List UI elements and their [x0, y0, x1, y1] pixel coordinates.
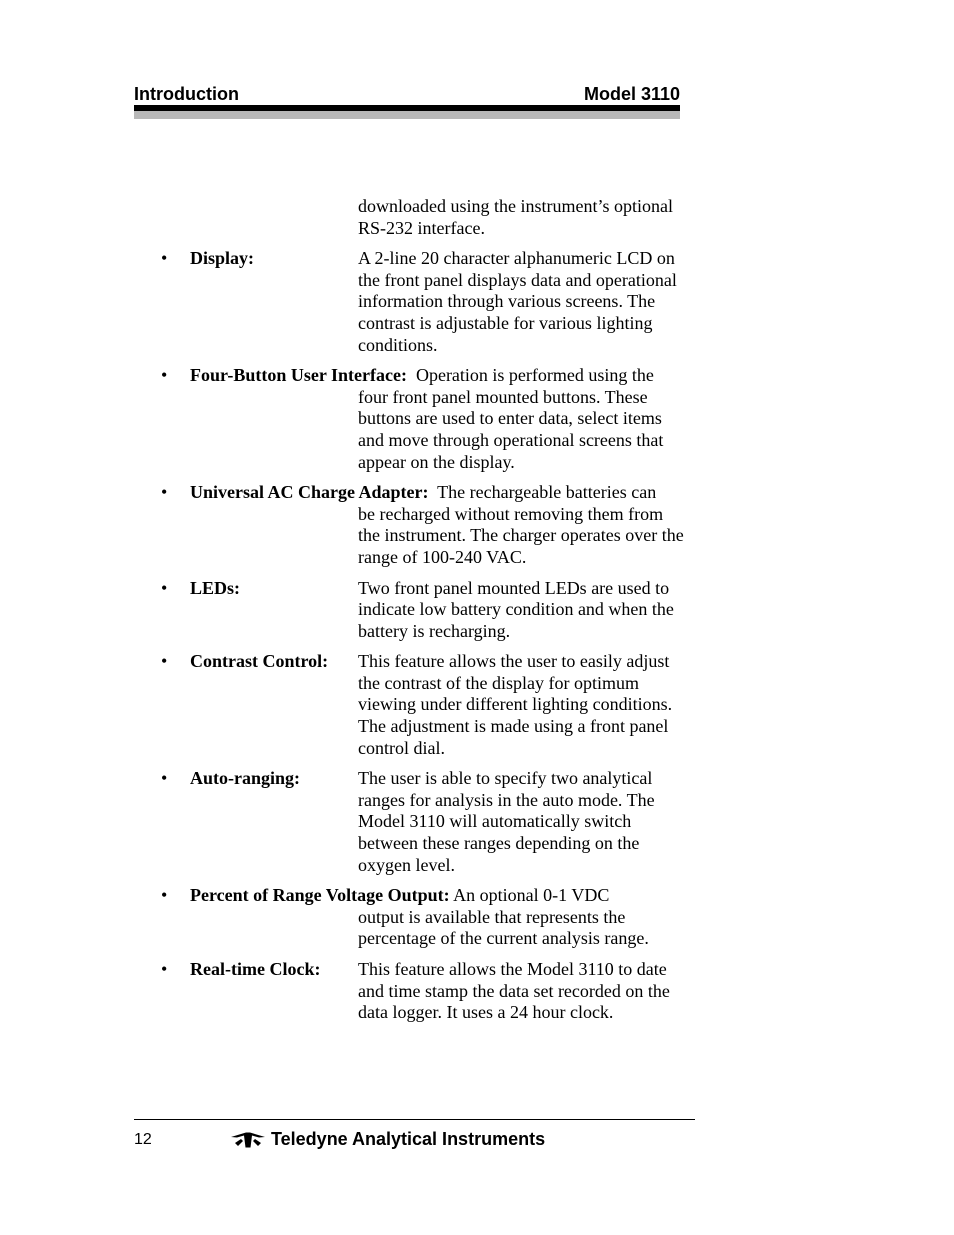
footer-rule [134, 1119, 695, 1120]
header-model: Model 3110 [583, 84, 680, 104]
continuation-paragraph: downloaded using the instrument’s optional RS-232 interface. [358, 196, 673, 238]
feature-label: LEDs: [190, 577, 241, 598]
list-item-contrast-control [0, 651, 954, 759]
feature-description: The user is able to specify two analytical ranges for analysis in the auto mode. The Model 3110 will automatically switch between these ranges depending on the oxygen level. [358, 768, 655, 875]
feature-description: A 2-line 20 character alphanumeric LCD on the front panel displays data and operational information through various screens. The contrast is adjustable for various lighting conditions. [358, 248, 677, 355]
bullet: • [161, 365, 168, 386]
feature-label: Display: [190, 248, 255, 269]
list-item-four-button-interface [0, 365, 954, 473]
footer-brand: Teledyne Analytical Instruments [271, 1129, 546, 1149]
list-item-real-time-clock [0, 959, 954, 1024]
bullet: • [161, 248, 168, 269]
list-item-ac-charge-adapter [0, 482, 954, 568]
bullet: • [161, 482, 168, 503]
feature-description: output is available that represents the percentage of the current analysis range. [358, 906, 649, 949]
feature-label: Four-Button User Interface: [190, 365, 407, 386]
feature-description-start: The rechargeable batteries can [437, 482, 657, 503]
feature-label: Auto-ranging: [190, 768, 301, 789]
page-number: 12 [134, 1131, 152, 1148]
bullet: • [161, 577, 168, 598]
header-section-title: Introduction [134, 84, 239, 104]
feature-label: Percent of Range Voltage Output: [190, 885, 450, 906]
bullet: • [161, 768, 168, 789]
teledyne-logo-icon [230, 1131, 266, 1149]
bullet: • [161, 959, 168, 979]
feature-list [0, 196, 954, 1024]
list-item-leds [0, 578, 954, 643]
feature-description: This feature allows the user to easily adjust the contrast of the display for optimum viewing under different lighting conditions. The adjustment is made using a front panel control dial. [358, 651, 673, 758]
list-item-voltage-output [0, 885, 954, 950]
bullet: • [161, 885, 168, 906]
list-item-auto-ranging [0, 768, 954, 876]
feature-description: Two front panel mounted LEDs are used to indicate low battery condition and when the battery is recharging. [358, 577, 674, 641]
feature-description: This feature allows the Model 3110 to date and time stamp the data set recorded on the data logger. It uses a 24 hour clock. [358, 959, 670, 1023]
feature-label: Universal AC Charge Adapter: [190, 482, 429, 503]
feature-description-start: An optional 0-1 VDC [453, 885, 610, 906]
feature-description: four front panel mounted buttons. These buttons are used to enter data, select items and move through operational screens that appear on the display. [358, 386, 664, 472]
feature-label: Contrast Control: [190, 651, 329, 672]
bullet: • [161, 651, 168, 672]
feature-description: be recharged without removing them from the instrument. The charger operates over the range of 100-240 VAC. [358, 503, 684, 567]
feature-description-start: Operation is performed using the [415, 365, 654, 386]
header-rule-shadow [134, 111, 680, 119]
feature-label: Real-time Clock: [190, 959, 321, 979]
list-item-display [0, 248, 954, 356]
